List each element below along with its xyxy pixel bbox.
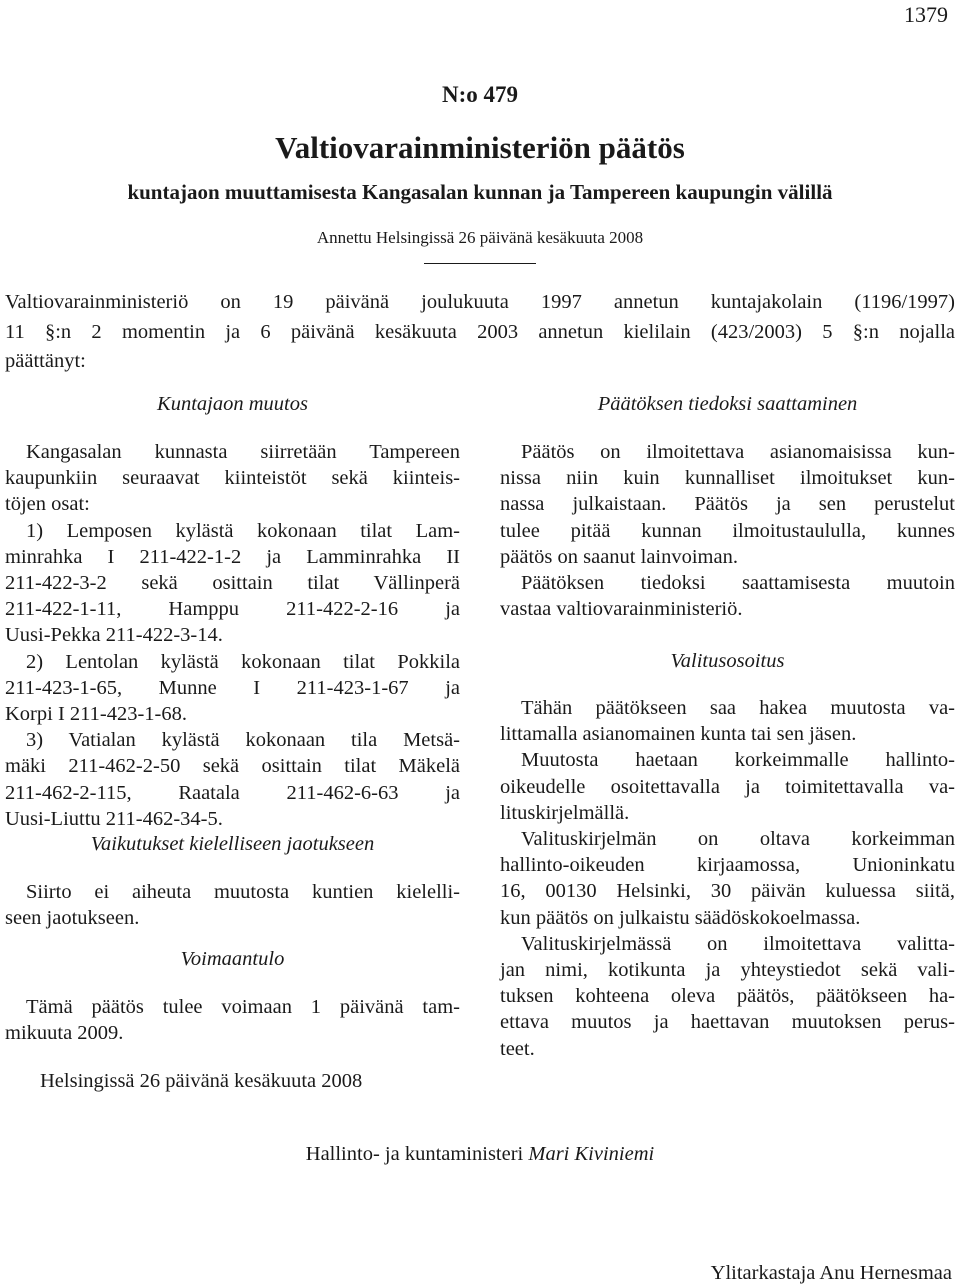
- heading-entry-into-force: Voimaantulo: [180, 948, 285, 970]
- page-number: 1379: [904, 2, 948, 27]
- text-line: littamalla asianomainen kunta tai sen jäsen.: [500, 723, 857, 746]
- paragraph-appeal: [500, 695, 955, 1062]
- text-line: 211-462-2-115, Raatala 211-462-6-63 ja: [5, 781, 460, 804]
- text-line: 2) Lentolan kylästä kokonaan tilat Pokkila: [26, 650, 460, 673]
- text-line: Uusi-Pekka 211-422-3-14.: [5, 624, 223, 647]
- document-subtitle: kuntajaon muuttamisesta Kangasalan kunnan ja Tampereen kaupungin välillä: [127, 180, 833, 204]
- preamble-line: 11 §:n 2 momentin ja 6 päivänä kesäkuuta 2003 annetun kielilain (423/2003) 5 §:n nojalla: [5, 320, 955, 343]
- document-number: N:o 479: [441, 82, 519, 107]
- text-line: mikuuta 2009.: [5, 1022, 124, 1045]
- text-line: päätös on saanut lainvoiman.: [500, 545, 738, 568]
- text-line: 211-422-1-11, Hamppu 211-422-2-16 ja: [5, 598, 460, 621]
- text-line: Kangasalan kunnasta siirretään Tampereen: [26, 441, 460, 463]
- text-line: Uusi-Liuttu 211-462-34-5.: [5, 807, 223, 830]
- paragraph-transfer: [5, 439, 460, 832]
- minister-signature: [0, 1143, 960, 1166]
- text-line: Tähän päätökseen saa hakea muutosta va-: [521, 697, 955, 719]
- preamble: [5, 288, 955, 377]
- heading-appeal-instructions: Valitusosoitus: [670, 650, 785, 672]
- text-line: nassa julkaistaan. Päätös ja sen perustelut: [500, 493, 955, 516]
- text-line: Korpi I 211-423-1-68.: [5, 703, 187, 726]
- paragraph-language: [5, 879, 460, 931]
- inspector-signature: Ylitarkastaja Anu Hernesmaa: [710, 1262, 952, 1284]
- text-line: 3) Vatialan kylästä kokonaan tila Metsä-: [26, 729, 460, 752]
- heading-language-division: Vaikutukset kielelliseen jaotukseen: [90, 833, 375, 855]
- text-line: Tämä päätös tulee voimaan 1 päivänä tam-: [26, 996, 460, 1018]
- text-line: nissa niin kuin kunnalliset ilmoitukset kun-: [500, 467, 955, 490]
- text-line: 16, 00130 Helsinki, 30 päivän kuluessa siitä,: [500, 880, 955, 903]
- text-line: ettava muutos ja haettavan muutoksen perus-: [500, 1011, 955, 1034]
- heading-kuntajaon-muutos: Kuntajaon muutos: [157, 393, 308, 415]
- text-line: jan nimi, kotikunta ja yhteystiedot sekä vali-: [500, 959, 955, 982]
- text-line: Päätöksen tiedoksi saattamisesta muutoin: [521, 572, 955, 595]
- text-line: tuksen kohteena oleva päätös, päätökseen ha-: [500, 985, 955, 1008]
- text-line: 211-422-3-2 sekä osittain tilat Vällinperä: [5, 572, 460, 595]
- text-line: Valituskirjelmässä on ilmoitettava valitta-: [521, 932, 955, 955]
- text-line: 1) Lemposen kylästä kokonaan tilat Lam-: [26, 519, 460, 542]
- text-line: vastaa valtiovarainministeriö.: [500, 598, 743, 621]
- text-line: minrahka I 211-422-1-2 ja Lamminrahka II: [5, 545, 460, 568]
- preamble-line: Valtiovarainministeriö on 19 päivänä joulukuuta 1997 annetun kuntajakolain (1196/1997): [5, 291, 955, 313]
- text-line: kaupunkiin seuraavat kiinteistöt sekä kiinteis-: [5, 467, 460, 490]
- text-line: oikeudelle osoitettavalla ja toimitettavalla va-: [500, 775, 955, 798]
- document-title: Valtiovarainministeriön päätös: [275, 130, 685, 165]
- heading-notification: Päätöksen tiedoksi saattaminen: [597, 393, 858, 415]
- text-line: teet.: [500, 1037, 535, 1060]
- title-divider: [424, 263, 536, 264]
- paragraph-notification: [500, 439, 955, 622]
- text-line: Muutosta haetaan korkeimmalle hallinto-: [521, 749, 955, 772]
- text-line: 211-423-1-65, Munne I 211-423-1-67 ja: [5, 676, 460, 699]
- paragraph-entry-into-force: [5, 994, 460, 1046]
- signature-place-date: Helsingissä 26 päivänä kesäkuuta 2008: [40, 1070, 363, 1092]
- minister-name: Mari Kiviniemi: [528, 1143, 655, 1165]
- text-line: mäki 211-462-2-50 sekä osittain tilat Mäkelä: [5, 755, 460, 778]
- text-line: tulee pitää kunnan ilmoitustaululla, kunnes: [500, 519, 955, 542]
- text-line: seen jaotukseen.: [5, 907, 140, 930]
- text-line: kun päätös on julkaistu säädöskokoelmassa.: [500, 906, 861, 929]
- text-line: Valituskirjelmän on oltava korkeimman: [521, 828, 955, 851]
- text-line: hallinto-oikeuden kirjaamossa, Unioninkatu: [500, 854, 955, 877]
- text-line: Siirto ei aiheuta muutosta kuntien kielelli-: [26, 881, 460, 903]
- text-line: Päätös on ilmoitettava asianomaisissa kun-: [521, 441, 955, 463]
- minister-title: Hallinto- ja kuntaministeri: [305, 1143, 524, 1165]
- text-line: töjen osat:: [5, 493, 90, 516]
- given-date: Annettu Helsingissä 26 päivänä kesäkuuta 2008: [316, 228, 644, 247]
- text-line: lituskirjelmällä.: [500, 801, 630, 824]
- preamble-line: päättänyt:: [5, 350, 86, 372]
